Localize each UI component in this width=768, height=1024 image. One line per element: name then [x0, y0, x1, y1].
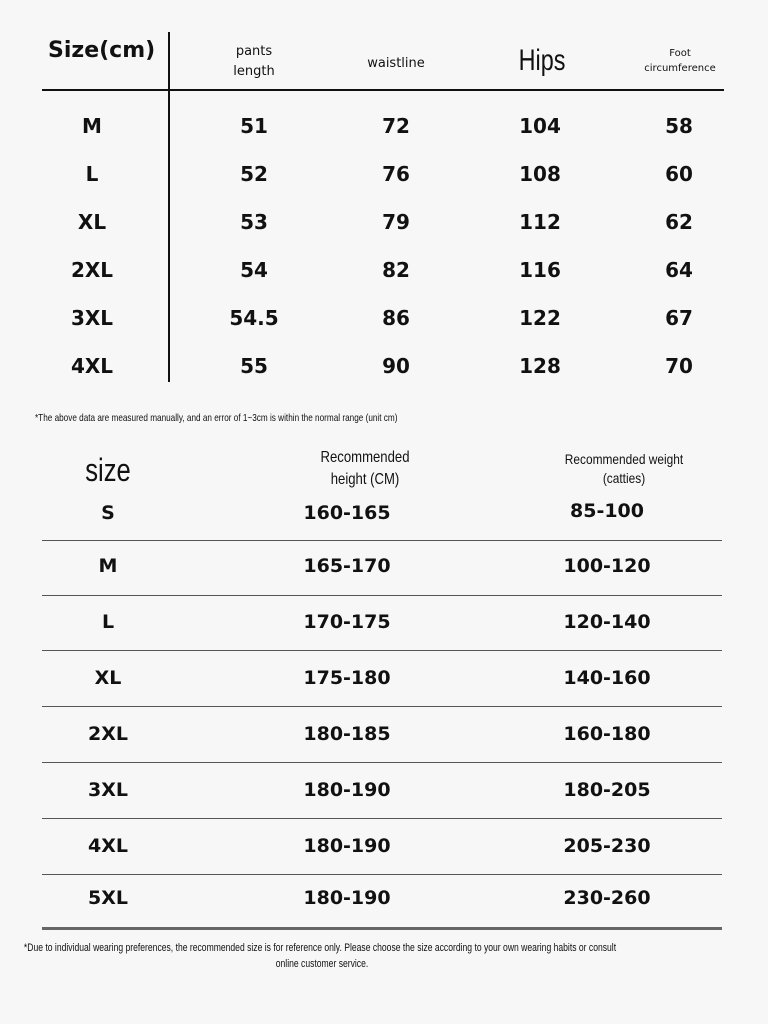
- header-pants-length: [233, 42, 274, 82]
- cell-recommended-height: 180-185: [303, 723, 391, 745]
- cell-size: 5XL: [88, 887, 128, 909]
- cell-waistline: 86: [382, 306, 410, 330]
- header-height-line1: Recommended: [320, 449, 410, 466]
- cell-pants-length: 54: [240, 258, 268, 282]
- cell-waistline: 82: [382, 258, 410, 282]
- cell-foot-circumference: 60: [665, 162, 693, 186]
- footer-note-line2: online customer service.: [275, 958, 369, 970]
- cell-size: 4XL: [88, 835, 128, 857]
- header-pants-length-line1: pants: [235, 44, 273, 59]
- size-column-divider: [168, 32, 170, 382]
- header-hips: Hips: [518, 44, 566, 77]
- cell-recommended-weight: 205-230: [563, 835, 651, 857]
- cell-waistline: 76: [382, 162, 410, 186]
- cell-foot-circumference: 64: [665, 258, 693, 282]
- header-waistline: waistline: [367, 56, 425, 71]
- header-height-line2: height (CM): [330, 471, 400, 488]
- row-divider: [42, 762, 722, 763]
- cell-size: L: [101, 611, 115, 633]
- cell-recommended-height: 165-170: [303, 555, 391, 577]
- cell-recommended-height: 160-165: [303, 502, 391, 524]
- row-divider: [42, 540, 722, 541]
- measurement-note: *The above data are measured manually, and an error of 1~3cm is within the normal range (unit cm): [35, 412, 398, 424]
- cell-waistline: 79: [382, 210, 410, 234]
- cell-recommended-height: 180-190: [303, 887, 391, 909]
- cell-recommended-weight: 230-260: [563, 887, 651, 909]
- cell-size: 2XL: [88, 723, 128, 745]
- cell-recommended-weight: 180-205: [563, 779, 651, 801]
- cell-recommended-height: 170-175: [303, 611, 391, 633]
- cell-hips: 108: [519, 162, 561, 186]
- cell-recommended-weight: 120-140: [563, 611, 651, 633]
- row-divider: [42, 595, 722, 596]
- header-size-cm: Size(cm): [48, 38, 156, 63]
- header-foot-line1: Foot: [669, 48, 691, 59]
- cell-recommended-height: 175-180: [303, 667, 391, 689]
- cell-recommended-weight: 160-180: [563, 723, 651, 745]
- header-size: size: [85, 452, 131, 488]
- cell-hips: 128: [519, 354, 561, 378]
- cell-size: XL: [94, 667, 122, 689]
- cell-recommended-weight: 85-100: [570, 500, 644, 522]
- cell-pants-length: 51: [240, 114, 268, 138]
- cell-pants-length: 54.5: [229, 306, 279, 330]
- cell-size: XL: [77, 210, 107, 234]
- cell-size: M: [82, 114, 102, 138]
- cell-foot-circumference: 58: [665, 114, 693, 138]
- cell-recommended-weight: 140-160: [563, 667, 651, 689]
- cell-size: M: [98, 555, 118, 577]
- cell-recommended-weight: 100-120: [563, 555, 651, 577]
- row-divider: [42, 874, 722, 875]
- cell-size: 3XL: [88, 779, 128, 801]
- cell-hips: 112: [519, 210, 561, 234]
- header-foot-line2: circumference: [644, 63, 716, 74]
- cell-hips: 122: [519, 306, 561, 330]
- cell-foot-circumference: 70: [665, 354, 693, 378]
- row-divider: [42, 818, 722, 819]
- cell-foot-circumference: 67: [665, 306, 693, 330]
- cell-pants-length: 52: [240, 162, 268, 186]
- cell-pants-length: 53: [240, 210, 268, 234]
- row-divider: [42, 706, 722, 707]
- header-weight-line1: Recommended weight: [564, 451, 684, 467]
- cell-foot-circumference: 62: [665, 210, 693, 234]
- cell-size: 2XL: [70, 258, 114, 282]
- cell-size: 4XL: [70, 354, 114, 378]
- header-divider: [42, 89, 724, 91]
- cell-waistline: 90: [382, 354, 410, 378]
- header-weight-line2: (catties): [602, 470, 646, 486]
- cell-size: 3XL: [70, 306, 114, 330]
- header-pants-length-line2: length: [233, 64, 275, 79]
- row-divider: [42, 650, 722, 651]
- cell-hips: 104: [519, 114, 561, 138]
- header-foot-circumference: [644, 46, 715, 76]
- header-recommended-height: [321, 447, 410, 491]
- cell-hips: 116: [519, 258, 561, 282]
- table-bottom-border: [42, 927, 722, 930]
- cell-size: L: [85, 162, 99, 186]
- cell-size: S: [101, 502, 115, 524]
- cell-waistline: 72: [382, 114, 410, 138]
- cell-recommended-height: 180-190: [303, 835, 391, 857]
- header-recommended-weight: [565, 450, 683, 488]
- footer-note-line1: *Due to individual wearing preferences, the recommended size is for reference only. Please choose the size according to your own wearing habits or consult: [23, 942, 617, 954]
- cell-recommended-height: 180-190: [303, 779, 391, 801]
- cell-pants-length: 55: [240, 354, 268, 378]
